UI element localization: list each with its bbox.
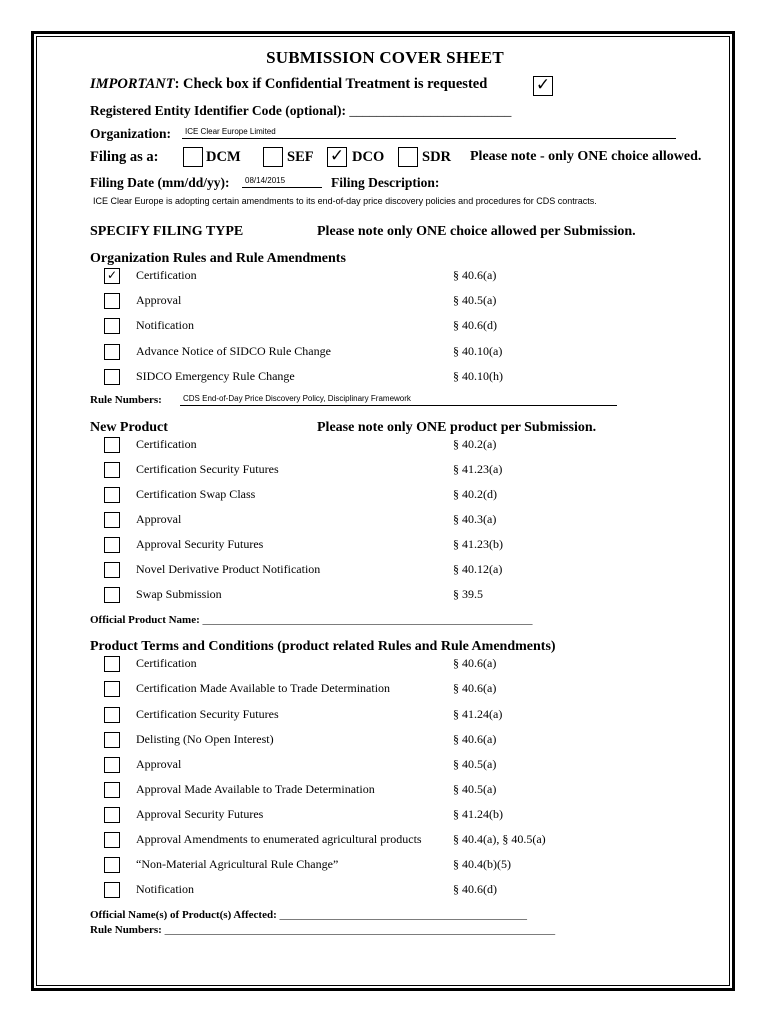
new-product-cite: § 41.23(a) [453,462,503,476]
product-terms-checkbox[interactable] [104,832,120,848]
org-rule-checkbox-sidco-emergency[interactable] [104,369,120,385]
specify-filing-type: SPECIFY FILING TYPE [90,224,244,239]
new-product-checkbox[interactable] [104,512,120,528]
important-line [90,76,487,93]
products-affected-line [90,909,527,921]
filing-description[interactable]: ICE Clear Europe is adopting certain amendments to its end-of-day price discovery policies and procedures for CDS contracts. [93,196,597,206]
org-rule-cite: § 40.6(d) [453,318,497,332]
product-terms-cite: § 41.24(b) [453,807,503,821]
check-icon: ✓ [106,268,118,282]
product-terms-label: Notification [136,882,194,896]
rule-numbers-label: Rule Numbers: [90,394,162,406]
product-terms-label: Approval Amendments to enumerated agricultural products [136,832,422,846]
product-terms-checkbox[interactable] [104,681,120,697]
org-rule-cite: § 40.10(h) [453,369,503,383]
new-product-cite: § 40.2(d) [453,487,497,501]
product-terms-label: Certification Security Futures [136,707,279,721]
new-product-cite: § 40.2(a) [453,437,497,451]
rule-numbers-label-2: Rule Numbers: [90,924,162,936]
official-product-name-blank[interactable]: ____________________________________________________________ [202,614,533,626]
org-rule-checkbox-approval[interactable] [104,293,120,309]
product-terms-cite: § 40.4(b)(5) [453,857,511,871]
new-product-label: Approval Security Futures [136,537,264,551]
new-product-label: Certification [136,437,197,451]
specify-note: Please note only ONE choice allowed per Submission. [317,224,636,239]
new-product-checkbox[interactable] [104,587,120,603]
filing-as-note: Please note - only ONE choice allowed. [470,149,702,164]
new-product-label: Certification Swap Class [136,487,256,501]
new-product-cite: § 41.23(b) [453,537,503,551]
new-product-checkbox[interactable] [104,437,120,453]
org-rule-label: Certification [136,268,197,282]
dcm-checkbox[interactable] [183,147,203,167]
organization-value: ICE Clear Europe Limited [185,127,276,136]
filing-date-value: 08/14/2015 [245,176,286,185]
org-rule-checkbox-certification[interactable] [104,268,120,284]
org-rule-cite: § 40.6(a) [453,268,497,282]
page-title: SUBMISSION COVER SHEET [266,48,504,67]
rule-numbers-line-2 [90,924,555,936]
organization-label: Organization: [90,126,171,141]
product-terms-checkbox[interactable] [104,656,120,672]
product-terms-checkbox[interactable] [104,732,120,748]
important-label: IMPORTANT [90,76,175,92]
registered-entity-blank[interactable]: ________________________ [349,103,512,118]
product-terms-label: Certification [136,656,197,670]
rule-numbers-value: CDS End-of-Day Price Discovery Policy, Disciplinary Framework [183,394,411,403]
product-terms-cite: § 40.5(a) [453,782,497,796]
filing-date-field[interactable] [242,176,322,188]
filing-date-label: Filing Date (mm/dd/yy): [90,175,230,190]
new-product-label: Certification Security Futures [136,462,279,476]
org-rule-label: Notification [136,318,194,332]
product-terms-cite: § 40.6(a) [453,656,497,670]
rule-numbers-blank-2[interactable]: _______________________________________________________________________ [164,924,556,936]
product-terms-cite: § 40.6(d) [453,882,497,896]
sef-label: SEF [287,149,314,165]
product-terms-cite: § 41.24(a) [453,707,503,721]
organization-field[interactable] [182,127,676,139]
new-product-label: Approval [136,512,182,526]
product-terms-cite: § 40.4(a), § 40.5(a) [453,832,546,846]
product-terms-checkbox[interactable] [104,757,120,773]
products-affected-label: Official Name(s) of Product(s) Affected: [90,909,277,921]
product-terms-checkbox[interactable] [104,807,120,823]
product-terms-cite: § 40.6(a) [453,732,497,746]
new-product-label: Swap Submission [136,587,222,601]
new-product-heading: New Product [90,420,168,435]
sef-checkbox[interactable] [263,147,283,167]
product-terms-checkbox[interactable] [104,782,120,798]
registered-entity-label: Registered Entity Identifier Code (optional): [90,103,346,118]
registered-entity-line [90,103,511,119]
product-terms-label: Approval [136,757,182,771]
dcm-label: DCM [206,149,241,165]
official-product-name-line [90,614,533,626]
new-product-label: Novel Derivative Product Notification [136,562,321,576]
new-product-cite: § 40.12(a) [453,562,503,576]
org-rule-checkbox-sidco-advance[interactable] [104,344,120,360]
new-product-checkbox[interactable] [104,462,120,478]
filing-description-label: Filing Description: [331,175,440,190]
org-rule-label: SIDCO Emergency Rule Change [136,369,295,383]
new-product-checkbox[interactable] [104,562,120,578]
product-terms-label: Approval Security Futures [136,807,264,821]
product-terms-cite: § 40.6(a) [453,681,497,695]
org-rules-heading: Organization Rules and Rule Amendments [90,251,346,266]
sdr-label: SDR [422,149,452,165]
new-product-cite: § 39.5 [453,587,483,601]
new-product-checkbox[interactable] [104,537,120,553]
product-terms-checkbox[interactable] [104,857,120,873]
product-terms-cite: § 40.5(a) [453,757,497,771]
org-rule-cite: § 40.10(a) [453,344,503,358]
org-rule-checkbox-notification[interactable] [104,318,120,334]
dco-label: DCO [352,149,385,165]
new-product-cite: § 40.3(a) [453,512,497,526]
product-terms-label: Certification Made Available to Trade Determination [136,681,391,695]
product-terms-checkbox[interactable] [104,707,120,723]
product-terms-label: Approval Made Available to Trade Determination [136,782,375,796]
filing-as-label: Filing as a: [90,149,159,165]
dco-checkbox[interactable] [327,147,347,167]
product-terms-label: “Non-Material Agricultural Rule Change” [136,857,339,871]
check-icon: ✓ [329,146,345,166]
rule-numbers-field[interactable] [180,394,617,406]
sdr-checkbox[interactable] [398,147,418,167]
product-terms-label: Delisting (No Open Interest) [136,732,274,746]
official-product-name-label: Official Product Name: [90,614,200,626]
product-terms-heading: Product Terms and Conditions (product related Rules and Rule Amendments) [90,639,556,654]
confidential-checkbox[interactable] [533,76,553,96]
org-rule-label: Advance Notice of SIDCO Rule Change [136,344,331,358]
org-rule-cite: § 40.5(a) [453,293,497,307]
products-affected-blank[interactable]: _____________________________________________ [279,909,527,921]
important-text: : Check box if Confidential Treatment is requested [174,76,488,92]
product-terms-checkbox[interactable] [104,882,120,898]
new-product-checkbox[interactable] [104,487,120,503]
new-product-note: Please note only ONE product per Submission. [317,420,597,435]
org-rule-label: Approval [136,293,182,307]
check-icon: ✓ [535,75,551,95]
